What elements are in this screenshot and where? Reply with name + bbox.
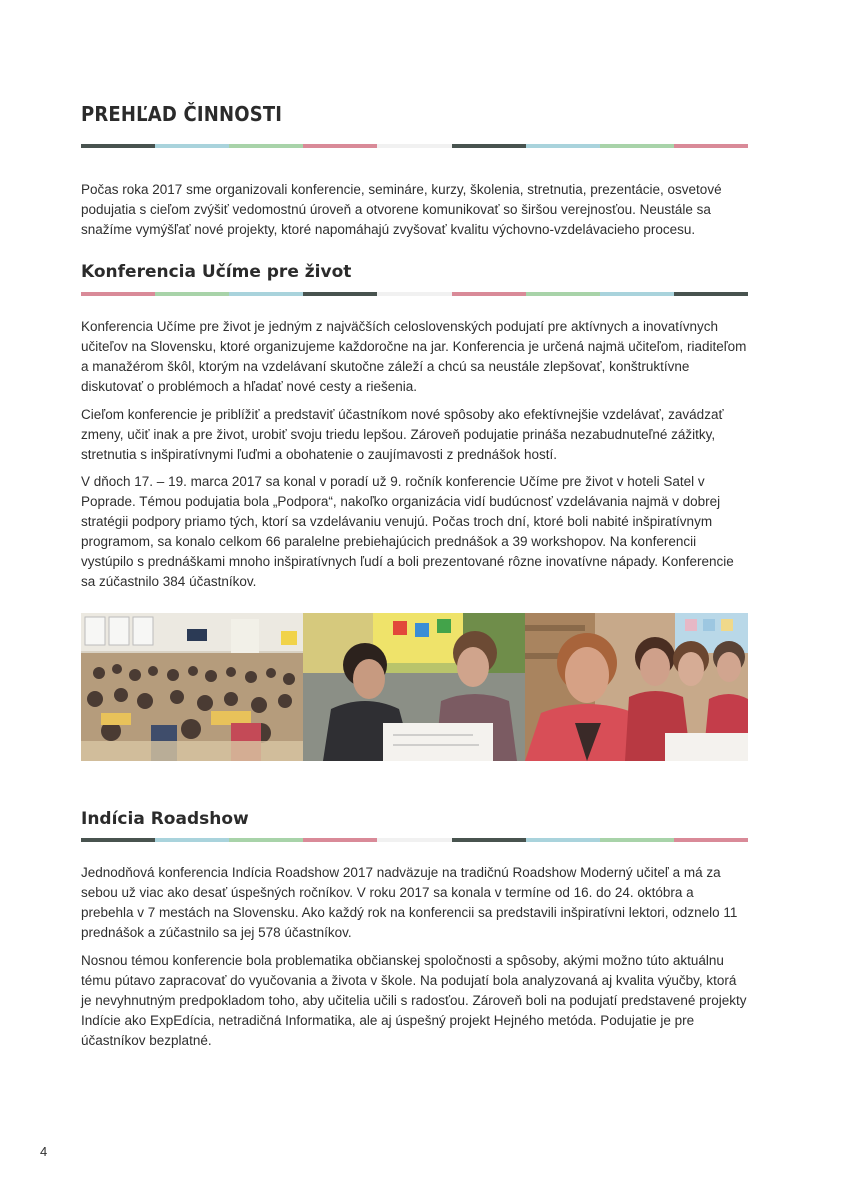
section2-divider-stripe	[81, 838, 748, 842]
section2-paragraph-1: Jednodňová konferencia Indícia Roadshow 2017 nadväzuje na tradičnú Roadshow Moderný učiteľ a má za sebou už viac ako desať úspešných ročníkov. V roku 2017 sa konala v termíne od 16. do 24. októbra a prebehla v 7 mestách na Slovensku. Ako každý rok na konferencii sa predstavili inšpiratívni lektori, odznelo 11 prednášok a zúčastnilo sa jej 578 účastníkov.	[81, 865, 738, 940]
section1-paragraph-1: Konferencia Učíme pre život je jedným z najväčších celoslovenských podujatí pre aktívnych a inovatívnych učiteľov na Slovensku, ktoré organizujeme každoročne na jar. Konferencia je určená najmä učiteľom, riaditeľom a manažérom škôl, ktorým na vzdelávaní skutočne záleží a chcú sa neustále zlepšovať, konštruktívne diskutovať o problémoch a hľadať nové cesty a riešenia.	[81, 319, 747, 394]
audience-listening-photo	[525, 613, 748, 761]
section-heading-indicia-roadshow: Indícia Roadshow	[81, 809, 249, 829]
page-title: PREHĽAD ČINNOSTI	[81, 102, 283, 126]
section1-paragraph-2: Cieľom konferencie je priblížiť a predstaviť účastníkom nové spôsoby ako efektívnejšie vzdelávať, zavádzať zmeny, učiť inak a pre život, urobiť svoju triedu lepšou. Zároveň podujatie prináša nezabudnuteľné zážitky, stretnutia s inšpiratívnymi ľuďmi a obohatenie o zaujímavosti z prednášok hostí.	[81, 407, 724, 462]
section2-paragraph-2: Nosnou témou konferencie bola problematika občianskej spoločnosti a spôsoby, akými možno túto aktuálnu tému pútavo zapracovať do vyučovania a života v škole. Na podujatí bola analyzovaná aj kvalita výučby, ktorá je nevyhnutným predpokladom toho, aby učitelia učili s radosťou. Zároveň boli na podujatí predstavené projekty Indície ako ExpEdícia, netradičná Informatika, ale aj úspešný projekt Hejného metóda. Podujatie je pre účastníkov bezplatné.	[81, 953, 747, 1048]
title-divider-stripe	[81, 144, 748, 148]
section1-paragraph-3: V dňoch 17. – 19. marca 2017 sa konal v poradí už 9. ročník konferencie Učíme pre život v hoteli Satel v Poprade. Témou podujatia bola „Podpora“, nakoľko organizácia vidí budúcnosť vzdelávania najmä v dobrej stratégii podpory priamo tých, ktorí sa vzdelávaniu venujú. Počas troch dní, ktoré boli nabité inšpiratívnym programom, sa konalo celkom 66 paralelne prebiehajúcich prednášok a 39 workshopov. Na konferencii vystúpilo s prednáškami mnoho inšpiratívnych ľudí a boli prezentované rôzne inovatívne nápady. Konferencie sa zúčastnilo 384 účastníkov.	[81, 474, 734, 589]
workshop-participants-photo	[303, 613, 525, 761]
section-heading-konferencia: Konferencia Učíme pre život	[81, 262, 352, 282]
conference-photo-strip	[81, 613, 748, 761]
section1-divider-stripe	[81, 292, 748, 296]
page-number: 4	[40, 1144, 48, 1159]
intro-paragraph: Počas roka 2017 sme organizovali konferencie, semináre, kurzy, školenia, stretnutia, prezentácie, osvetové podujatia s cieľom zvýšiť vedomostnú úroveň a otvorene komunikovať so širšou verejnosťou. Neustále sa snažíme vymýšľať nové projekty, ktoré napomáhajú zvyšovať kvalitu výchovno-vzdelávacieho procesu.	[81, 182, 722, 237]
conference-hall-photo	[81, 613, 303, 761]
